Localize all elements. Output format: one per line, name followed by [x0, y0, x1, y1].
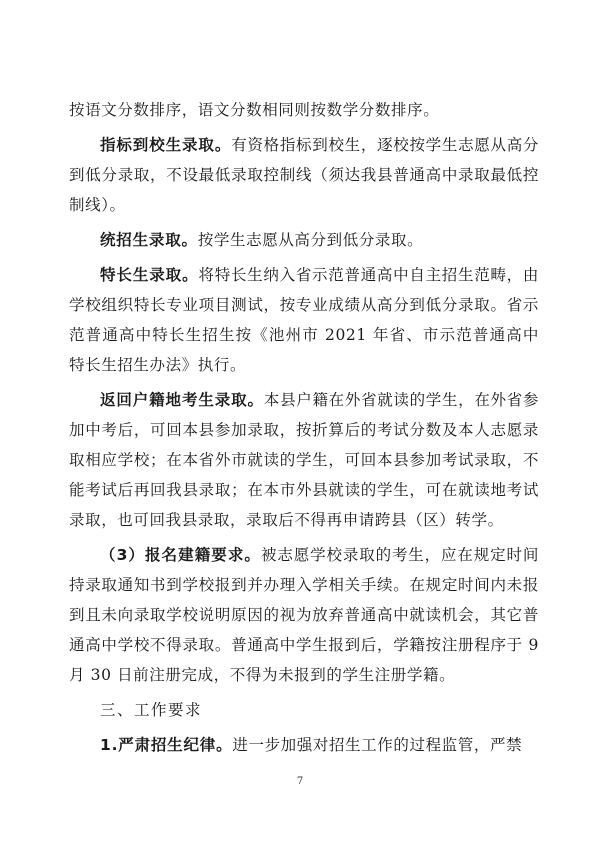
page-number: 7 — [296, 776, 304, 787]
paragraph-text: 本县户籍在外省就读的学生，在外省参加中考后，可回本县参加录取，按折算后的考试分数及本人志愿录取相应学校；在本省外市就读的学生，可回本县参加考试录取，不能考试后再回我县录取；在本市外县就读的学生，可在就读地考试录取，也可回我县录取，录取后不得再申请跨县（区）转学。 — [69, 391, 539, 529]
paragraph-lead: （3）报名建籍要求。 — [100, 546, 261, 564]
paragraph-lead: 特长生录取。 — [100, 266, 199, 284]
paragraph-enrollment-requirements — [69, 540, 539, 690]
paragraph-text: 进一步加强对招生工作的过程监管，严禁 — [232, 736, 523, 754]
paragraph-continuation — [69, 95, 539, 125]
paragraph-specialty-admission — [69, 260, 539, 380]
section-heading: 三、工作要求 — [100, 701, 203, 719]
paragraph-text: 被志愿学校录取的考生，应在规定时间持录取通知书到学校报到并办理入学相关手续。在规定时间内未报到且未向录取学校说明原因的视为放弃普通高中就读机会，其它普通高中学校不得录取。普通高中学生报到后，学籍按注册程序于 9 月 30 日前注册完成，不得为未报到的学生注册学籍。 — [69, 546, 539, 684]
paragraph-text: 按学生志愿从高分到低分录取。 — [197, 231, 424, 249]
body-text — [69, 95, 539, 765]
paragraph-lead: 1.严肃招生纪律。 — [100, 736, 233, 754]
paragraph-text: 将特长生纳入省示范普通高中自主招生范畴，由学校组织特长专业项目测试，按专业成绩从高分到低分录取。省示范普通高中特长生招生按《池州市 2021 年省、市示范普通高中特长生招生办法》执行。 — [69, 266, 539, 374]
paragraph-text: 有资格指标到校生，逐校按学生志愿从高分到低分录取，不设最低录取控制线（须达我县普通高中录取最低控制线）。 — [69, 136, 539, 214]
paragraph-discipline — [69, 730, 539, 760]
paragraph-returning-admission — [69, 385, 539, 535]
paragraph-general-admission — [69, 225, 539, 255]
paragraph-lead: 统招生录取。 — [100, 231, 198, 249]
paragraph-text: 按语文分数排序，语文分数相同则按数学分数排序。 — [69, 101, 440, 119]
paragraph-lead: 指标到校生录取。 — [100, 136, 232, 154]
paragraph-lead: 返回户籍地考生录取。 — [100, 391, 264, 409]
paragraph-quota-admission — [69, 130, 539, 220]
